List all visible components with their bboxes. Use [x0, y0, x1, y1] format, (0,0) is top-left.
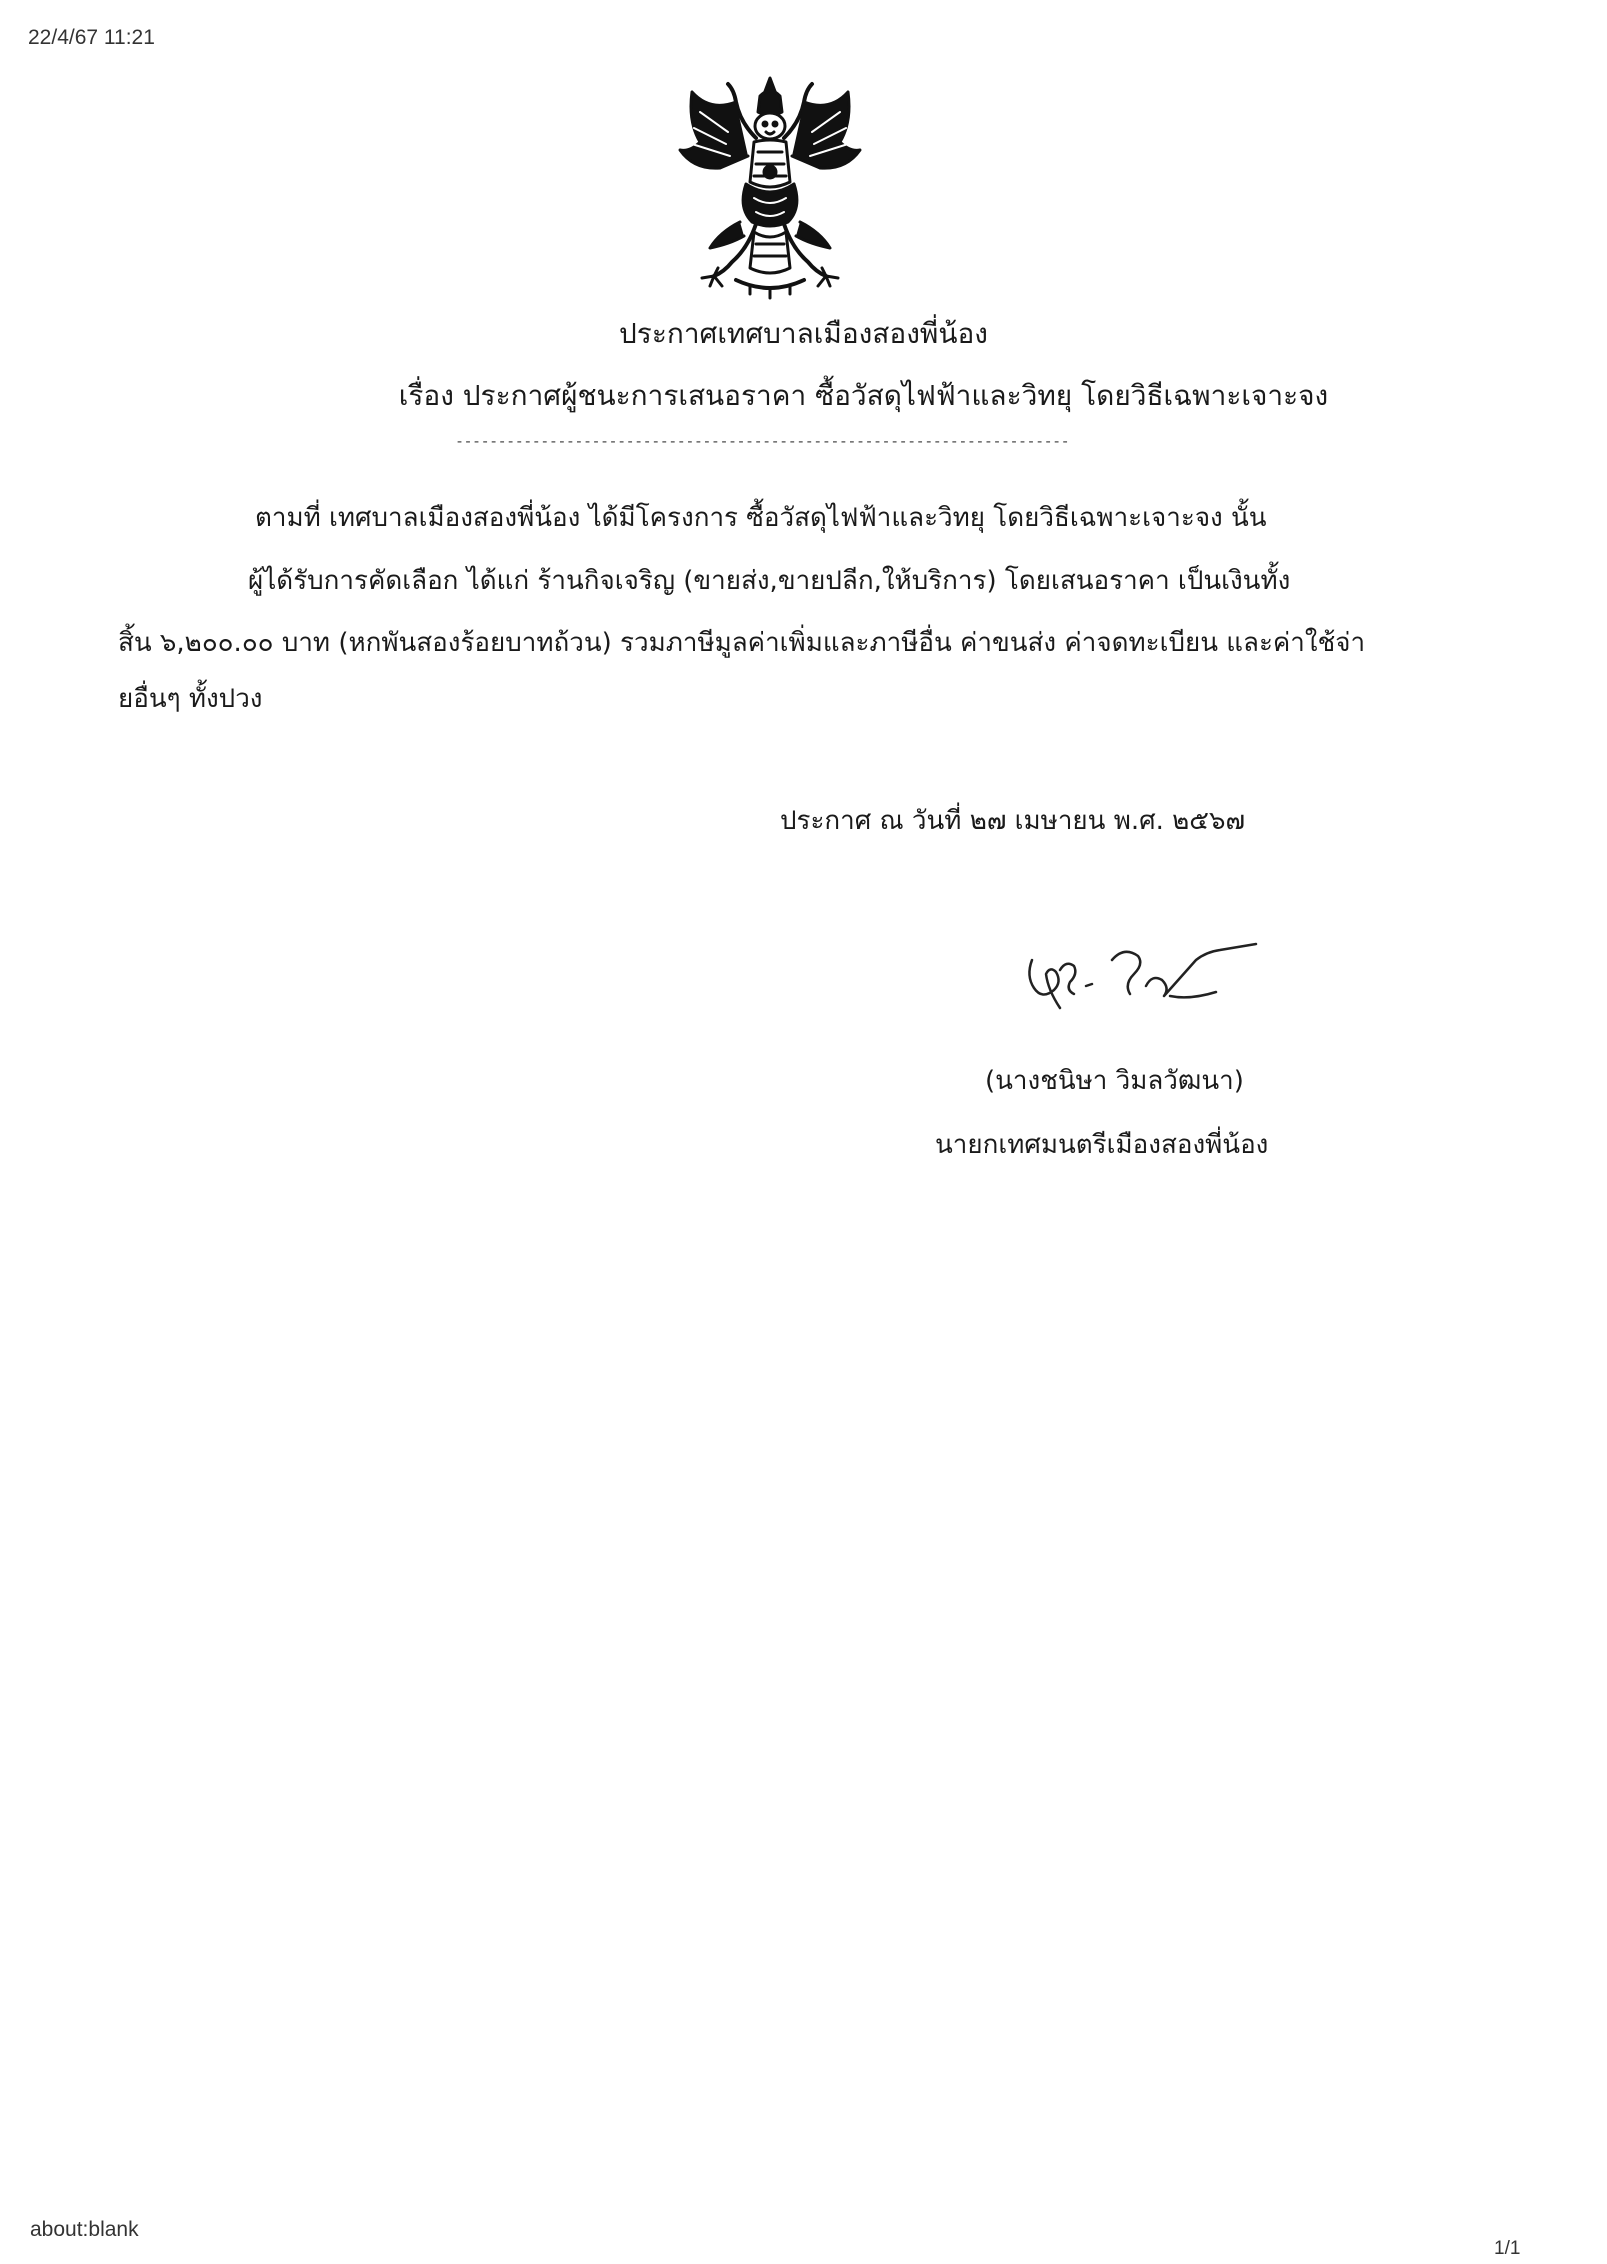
- body-line: ตามที่ เทศบาลเมืองสองพี่น้อง ได้มีโครงการ ซื้อวัสดุไฟฟ้าและวิทยุ โดยวิธีเฉพาะเจาะจง นั้น: [255, 503, 1267, 533]
- print-url: about:blank: [30, 2218, 139, 2241]
- body-line: ผู้ได้รับการคัดเลือก ได้แก่ ร้านกิจเจริญ (ขายส่ง,ขายปลีก,ให้บริการ) โดยเสนอราคา เป็นเงินทั้ง: [248, 566, 1291, 596]
- body-line: สิ้น ๖,๒๐๐.๐๐ บาท (หกพันสองร้อยบาทถ้วน) รวมภาษีมูลค่าเพิ่มและภาษีอื่น ค่าขนส่ง ค่าจดทะเบียน และค่าใช้จ่า: [118, 628, 1366, 658]
- announcement-title: ประกาศเทศบาลเมืองสองพี่น้อง: [619, 317, 988, 350]
- garuda-emblem-icon: [670, 72, 870, 300]
- separator-text: ------------------------------------------------------------------------: [455, 432, 1070, 450]
- signatory-name: (นางชนิษา วิมลวัฒนา): [985, 1066, 1244, 1096]
- page-number: 1/1: [1494, 2238, 1521, 2259]
- announcement-subject: เรื่อง ประกาศผู้ชนะการเสนอราคา ซื้อวัสดุไฟฟ้าและวิทยุ โดยวิธีเฉพาะเจาะจง: [398, 379, 1329, 412]
- announcement-date: ประกาศ ณ วันที่ ๒๗ เมษายน พ.ศ. ๒๕๖๗: [780, 806, 1246, 836]
- handwritten-signature: [1020, 930, 1260, 1020]
- body-line: ยอื่นๆ ทั้งปวง: [118, 684, 263, 714]
- signatory-position: นายกเทศมนตรีเมืองสองพี่น้อง: [935, 1130, 1269, 1160]
- print-timestamp: 22/4/67 11:21: [28, 26, 155, 49]
